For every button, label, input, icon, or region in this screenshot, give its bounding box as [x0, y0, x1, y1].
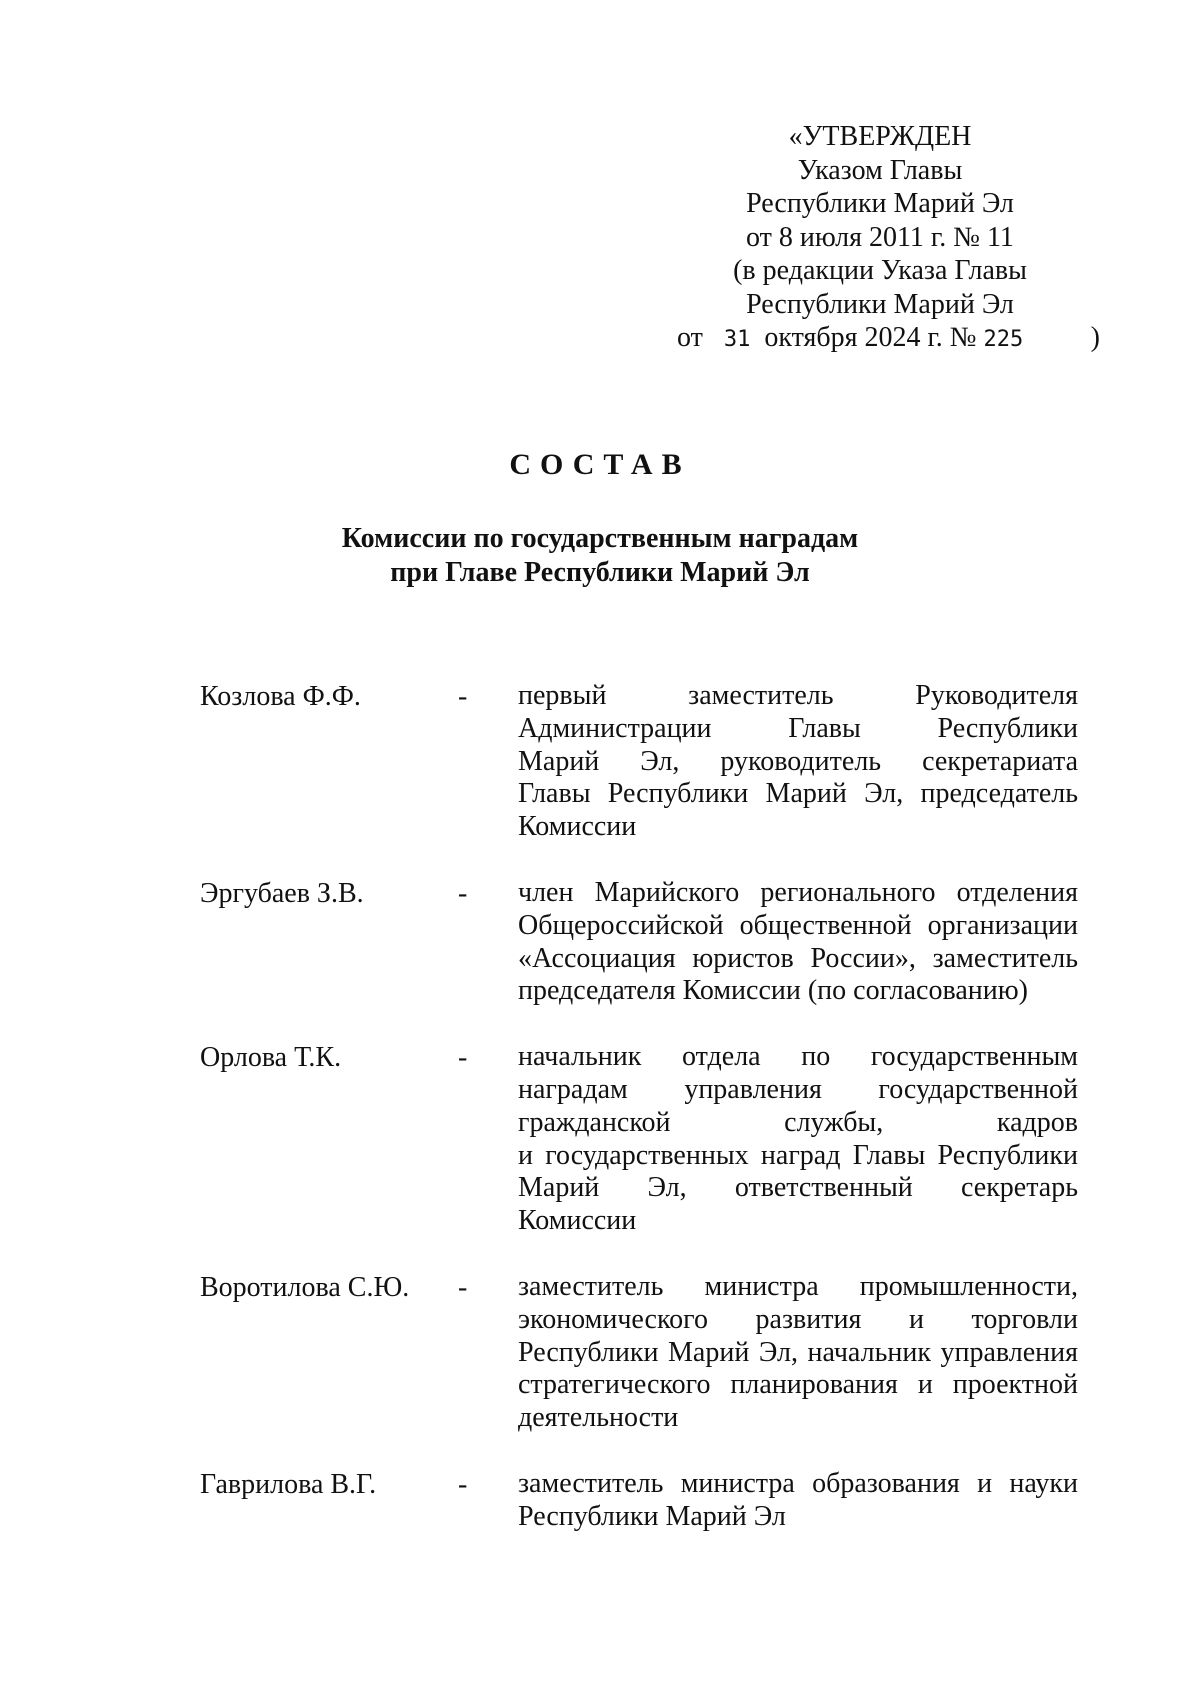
member-name: Гаврилова В.Г. [200, 1468, 377, 1500]
member-role-line: начальник отдела по государственным [518, 1041, 1078, 1073]
member-spacer [200, 1435, 1080, 1468]
member-role-line: заместитель министра промышленности, [518, 1270, 1078, 1302]
member-role-line: заместитель министра образования и науки [518, 1467, 1078, 1499]
member-row [200, 680, 1080, 844]
member-role-line: и государственных наград Главы Республики [518, 1139, 1078, 1171]
member-role-line: член Марийского регионального отделения [518, 876, 1078, 908]
member-row [200, 877, 1080, 1008]
member-role-line: председателя Комиссии (по согласованию) [518, 975, 1028, 1007]
member-dash: - [458, 1468, 468, 1500]
approval-block [660, 120, 1100, 357]
approval-line: Указом Главы [797, 154, 963, 186]
approval-date-number: 225 [983, 327, 1024, 352]
member-name: Эргубаев З.В. [200, 877, 364, 909]
member-dash: - [458, 877, 468, 909]
approval-line: от 8 июля 2011 г. № 11 [746, 221, 1014, 253]
approval-date-rest: октября 2024 г. № [764, 322, 977, 353]
member-role [518, 1271, 1078, 1435]
member-role-line: гражданской службы, кадров [518, 1106, 1078, 1138]
approval-line: Республики Марий Эл [746, 288, 1014, 320]
member-role-line: Комиссии [518, 811, 637, 843]
member-spacer [200, 844, 1080, 877]
member-role [518, 680, 1078, 844]
approval-line: «УТВЕРЖДЕН [788, 121, 972, 152]
approval-date-close: ) [1090, 322, 1100, 353]
member-dash: - [458, 1271, 468, 1303]
member-role-line: Республики Марий Эл [518, 1500, 786, 1532]
member-role-line: Марий Эл, руководитель секретариата [518, 745, 1078, 777]
member-name: Воротилова С.Ю. [200, 1271, 410, 1303]
member-dash: - [458, 681, 468, 712]
approval-date-prefix: от [677, 322, 703, 353]
subtitle-line: при Главе Республики Марий Эл [390, 557, 810, 588]
member-spacer [200, 1008, 1080, 1041]
document-title: СОСТАВ [509, 448, 691, 481]
member-role-line: Общероссийской общественной организации [518, 909, 1078, 941]
member-dash: - [458, 1042, 468, 1074]
member-role [518, 877, 1078, 1008]
approval-date-line [660, 321, 1100, 357]
member-role-line: Администрации Главы Республики [518, 712, 1078, 744]
members-list [200, 680, 1080, 1534]
member-role-line: Республики Марий Эл, начальник управления [518, 1336, 1078, 1368]
member-role-line: экономического развития и торговли [518, 1303, 1078, 1335]
approval-date-day: 31 [723, 327, 751, 352]
member-name: Козлова Ф.Ф. [200, 681, 361, 712]
member-role-line: первый заместитель Руководителя [518, 680, 1078, 711]
member-role-line: «Ассоциация юристов России», заместитель [518, 942, 1078, 974]
member-role-line: наградам управления государственной [518, 1073, 1078, 1105]
approval-line: (в редакции Указа Главы [733, 255, 1027, 286]
member-row [200, 1041, 1080, 1238]
member-row [200, 1468, 1080, 1534]
member-role [518, 1468, 1078, 1534]
document-subtitle [0, 522, 1200, 590]
subtitle-line: Комиссии по государственным наградам [341, 523, 859, 554]
member-role-line: стратегического планирования и проектной [518, 1369, 1078, 1401]
member-role-line: Комиссии [518, 1205, 637, 1237]
member-row [200, 1271, 1080, 1435]
member-spacer [200, 1238, 1080, 1271]
member-role [518, 1041, 1078, 1238]
member-role-line: Главы Республики Марий Эл, председатель [518, 778, 1078, 810]
member-role-line: деятельности [518, 1402, 679, 1434]
approval-line: Республики Марий Эл [746, 188, 1014, 219]
member-role-line: Марий Эл, ответственный секретарь [518, 1172, 1078, 1204]
member-name: Орлова Т.К. [200, 1042, 342, 1074]
